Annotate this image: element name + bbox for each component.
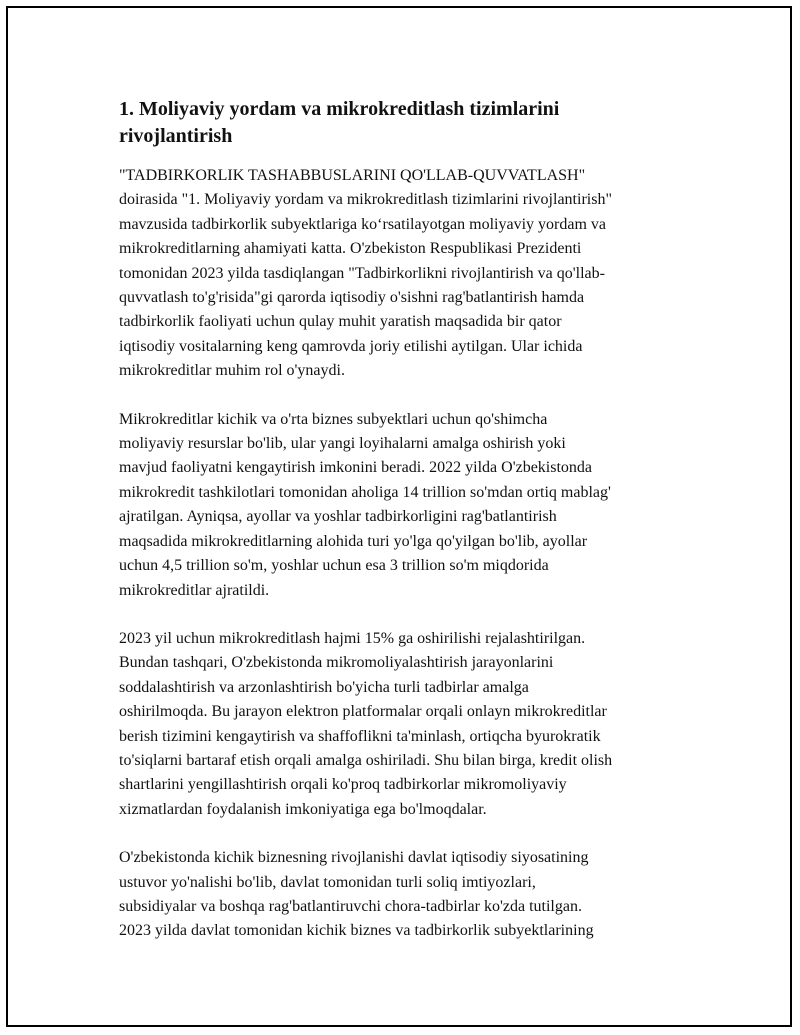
text-line: O'zbekistonda kichik biznesning rivojlanishi davlat iqtisodiy siyosatining xyxy=(119,849,589,867)
text-line: moliyaviy resurslar bo'lib, ular yangi loyihalarni amalga oshirish yoki xyxy=(119,435,566,453)
heading-line: rivojlantirish xyxy=(119,125,233,147)
text-line: shartlarini yengillashtirish orqali ko'proq tadbirkorlar mikromoliyaviy xyxy=(119,776,567,794)
text-line: iqtisodiy vositalarning keng qamrovda joriy etilishi aytilgan. Ular ichida xyxy=(119,337,583,355)
paragraph-3 xyxy=(119,627,694,822)
text-line: 2023 yilda davlat tomonidan kichik biznes va tadbirkorlik subyektlarining xyxy=(119,922,594,940)
paragraph-1 xyxy=(119,164,694,384)
text-line: xizmatlardan foydalanish imkoniyatiga ega bo'lmoqdalar. xyxy=(119,800,487,818)
document-body xyxy=(119,96,694,968)
text-line: mavzusida tadbirkorlik subyektlariga ko‘rsatilayotgan moliyaviy yordam va xyxy=(119,215,606,233)
text-line: mikrokredit tashkilotlari tomonidan aholiga 14 trillion so'mdan ortiq mablag' xyxy=(119,483,611,501)
text-line: tadbirkorlik faoliyati uchun qulay muhit yaratish maqsadida bir qator xyxy=(119,313,562,331)
text-line: tomonidan 2023 yilda tasdiqlangan "Tadbirkorlikni rivojlantirish va qo'llab- xyxy=(119,264,605,282)
text-line: doirasida "1. Moliyaviy yordam va mikrokreditlash tizimlarini rivojlantirish" xyxy=(119,191,612,209)
text-line: ajratilgan. Ayniqsa, ayollar va yoshlar tadbirkorligini rag'batlantirish xyxy=(119,508,557,526)
text-line: ustuvor yo'nalishi bo'lib, davlat tomonidan turli soliq imtiyozlari, xyxy=(119,873,536,891)
text-line: "TADBIRKORLIK TASHABBUSLARINI QO'LLAB-QUVVATLASH" xyxy=(119,167,586,184)
text-line: mikrokreditlar ajratildi. xyxy=(119,581,270,599)
text-line: mavjud faoliyatni kengaytirish imkonini beradi. 2022 yilda O'zbekistonda xyxy=(119,459,593,477)
text-line: maqsadida mikrokreditlarning alohida turi yo'lga qo'yilgan bo'lib, ayollar xyxy=(119,532,588,550)
text-line: Bundan tashqari, O'zbekistonda mikromoliyalashtirish jarayonlarini xyxy=(119,654,554,672)
text-line: quvvatlash to'g'risida"gi qarorda iqtisodiy o'sishni rag'batlantirish hamda xyxy=(119,289,585,307)
text-line: soddalashtirish va arzonlashtirish bo'yicha turli tadbirlar amalga xyxy=(119,678,529,696)
text-line: oshirilmoqda. Bu jarayon elektron platformalar orqali onlayn mikrokreditlar xyxy=(119,703,607,721)
text-line: mikrokreditlarning ahamiyati katta. O'zbekiston Respublikasi Prezidenti xyxy=(119,240,582,258)
text-line: berish tizimini kengaytirish va shaffoflikni ta'minlash, ortiqcha byurokratik xyxy=(119,727,601,745)
text-line: Mikrokreditlar kichik va o'rta biznes subyektlari uchun qo'shimcha xyxy=(119,410,548,428)
paragraph-2 xyxy=(119,408,694,603)
text-line: to'siqlarni bartaraf etish orqali amalga oshiriladi. Shu bilan birga, kredit olish xyxy=(119,751,613,769)
text-line: mikrokreditlar muhim rol o'ynaydi. xyxy=(119,362,345,380)
heading-line: 1. Moliyaviy yordam va mikrokreditlash tizimlarini xyxy=(119,98,560,120)
section-heading xyxy=(119,96,694,150)
text-line: uchun 4,5 trillion so'm, yoshlar uchun esa 3 trillion so'm miqdorida xyxy=(119,557,549,575)
paragraph-4 xyxy=(119,846,694,944)
text-line: subsidiyalar va boshqa rag'batlantiruvchi chora-tadbirlar ko'zda tutilgan. xyxy=(119,897,582,915)
text-line: 2023 yil uchun mikrokreditlash hajmi 15% ga oshirilishi rejalashtirilgan. xyxy=(119,629,586,647)
page-frame xyxy=(6,6,792,1027)
